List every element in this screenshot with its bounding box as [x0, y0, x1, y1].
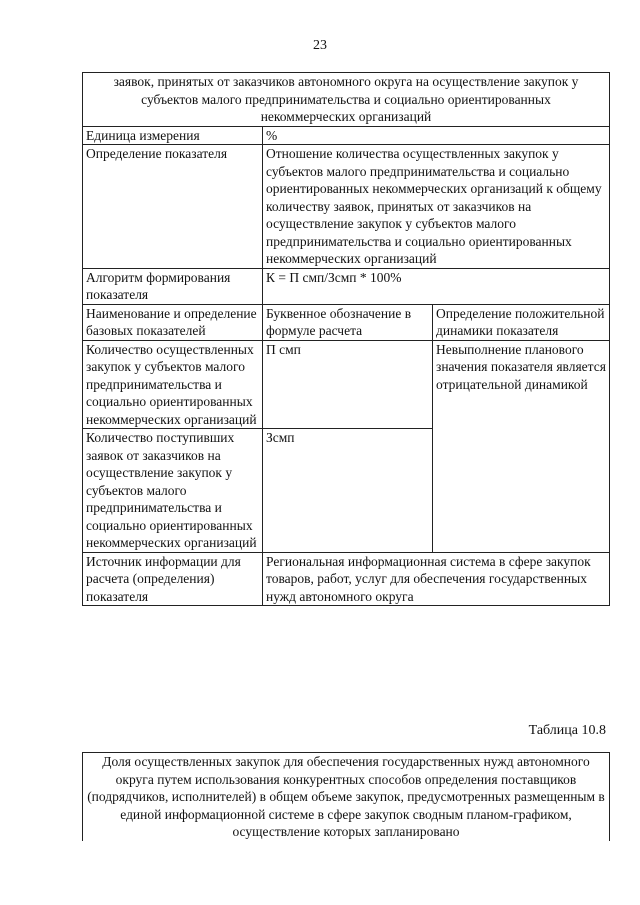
algorithm-value: К = П смп/Зсмп * 100%: [263, 268, 610, 304]
unit-label: Единица измерения: [83, 126, 263, 145]
indicator-table: [82, 72, 610, 606]
table-header: [83, 73, 610, 127]
base-indicator-name: Количество поступивших заявок от заказчиков на осуществление закупок у субъектов малого предпринимательства и социально ориентированных некоммерческих организаций: [83, 429, 263, 553]
table-row: [83, 145, 610, 269]
col-header-dynamics: Определение положительной динамики показателя: [433, 304, 610, 340]
table-row: [83, 268, 610, 304]
table-row: [83, 126, 610, 145]
definition-label: Определение показателя: [83, 145, 263, 269]
header-line: некоммерческих организаций: [260, 109, 432, 124]
table-row: [83, 304, 610, 340]
source-label: Источник информации для расчета (определения) показателя: [83, 552, 263, 606]
table-header-row: [83, 73, 610, 127]
unit-value: %: [263, 126, 610, 145]
table-row: [83, 552, 610, 606]
definition-value: Отношение количества осуществленных закупок у субъектов малого предпринимательства и социально ориентированных некоммерческих организаций к общему количеству заявок, принятых от заказчиков на осуществление закупок у субъектов малого предпринимательства и социально ориентированных некоммерческих организаций: [263, 145, 610, 269]
positive-dynamics-definition: Невыполнение планового значения показателя является отрицательной динамикой: [433, 340, 610, 552]
base-indicator-symbol: П смп: [263, 340, 433, 429]
header-line: заявок, принятых от заказчиков автономного округа на осуществление закупок у: [113, 74, 579, 89]
col-header-name: Наименование и определение базовых показателей: [83, 304, 263, 340]
source-value: Региональная информационная система в сфере закупок товаров, работ, услуг для обеспечения государственных нужд автономного округа: [263, 552, 610, 606]
header-line: субъектов малого предпринимательства и социально ориентированных: [141, 91, 551, 107]
table-title: Доля осуществленных закупок для обеспечения государственных нужд автономного округа путем использования конкурентных способов определения поставщиков (подрядчиков, исполнителей) в общем объеме закупок, предусмотренных размещенным в единой информационной системе в сфере закупок сводным планом-графиком, осуществление которых запланировано: [82, 752, 610, 841]
algorithm-label: Алгоритм формирования показателя: [83, 268, 263, 304]
base-indicator-symbol: Зсмп: [263, 429, 433, 553]
col-header-symbol: Буквенное обозначение в формуле расчета: [263, 304, 433, 340]
table-number-label: Таблица 10.8: [528, 723, 606, 738]
page-number: 23: [313, 38, 327, 53]
table-row: [83, 340, 610, 429]
base-indicator-name: Количество осуществленных закупок у субъектов малого предпринимательства и социально ориентированных некоммерческих организаций: [83, 340, 263, 429]
